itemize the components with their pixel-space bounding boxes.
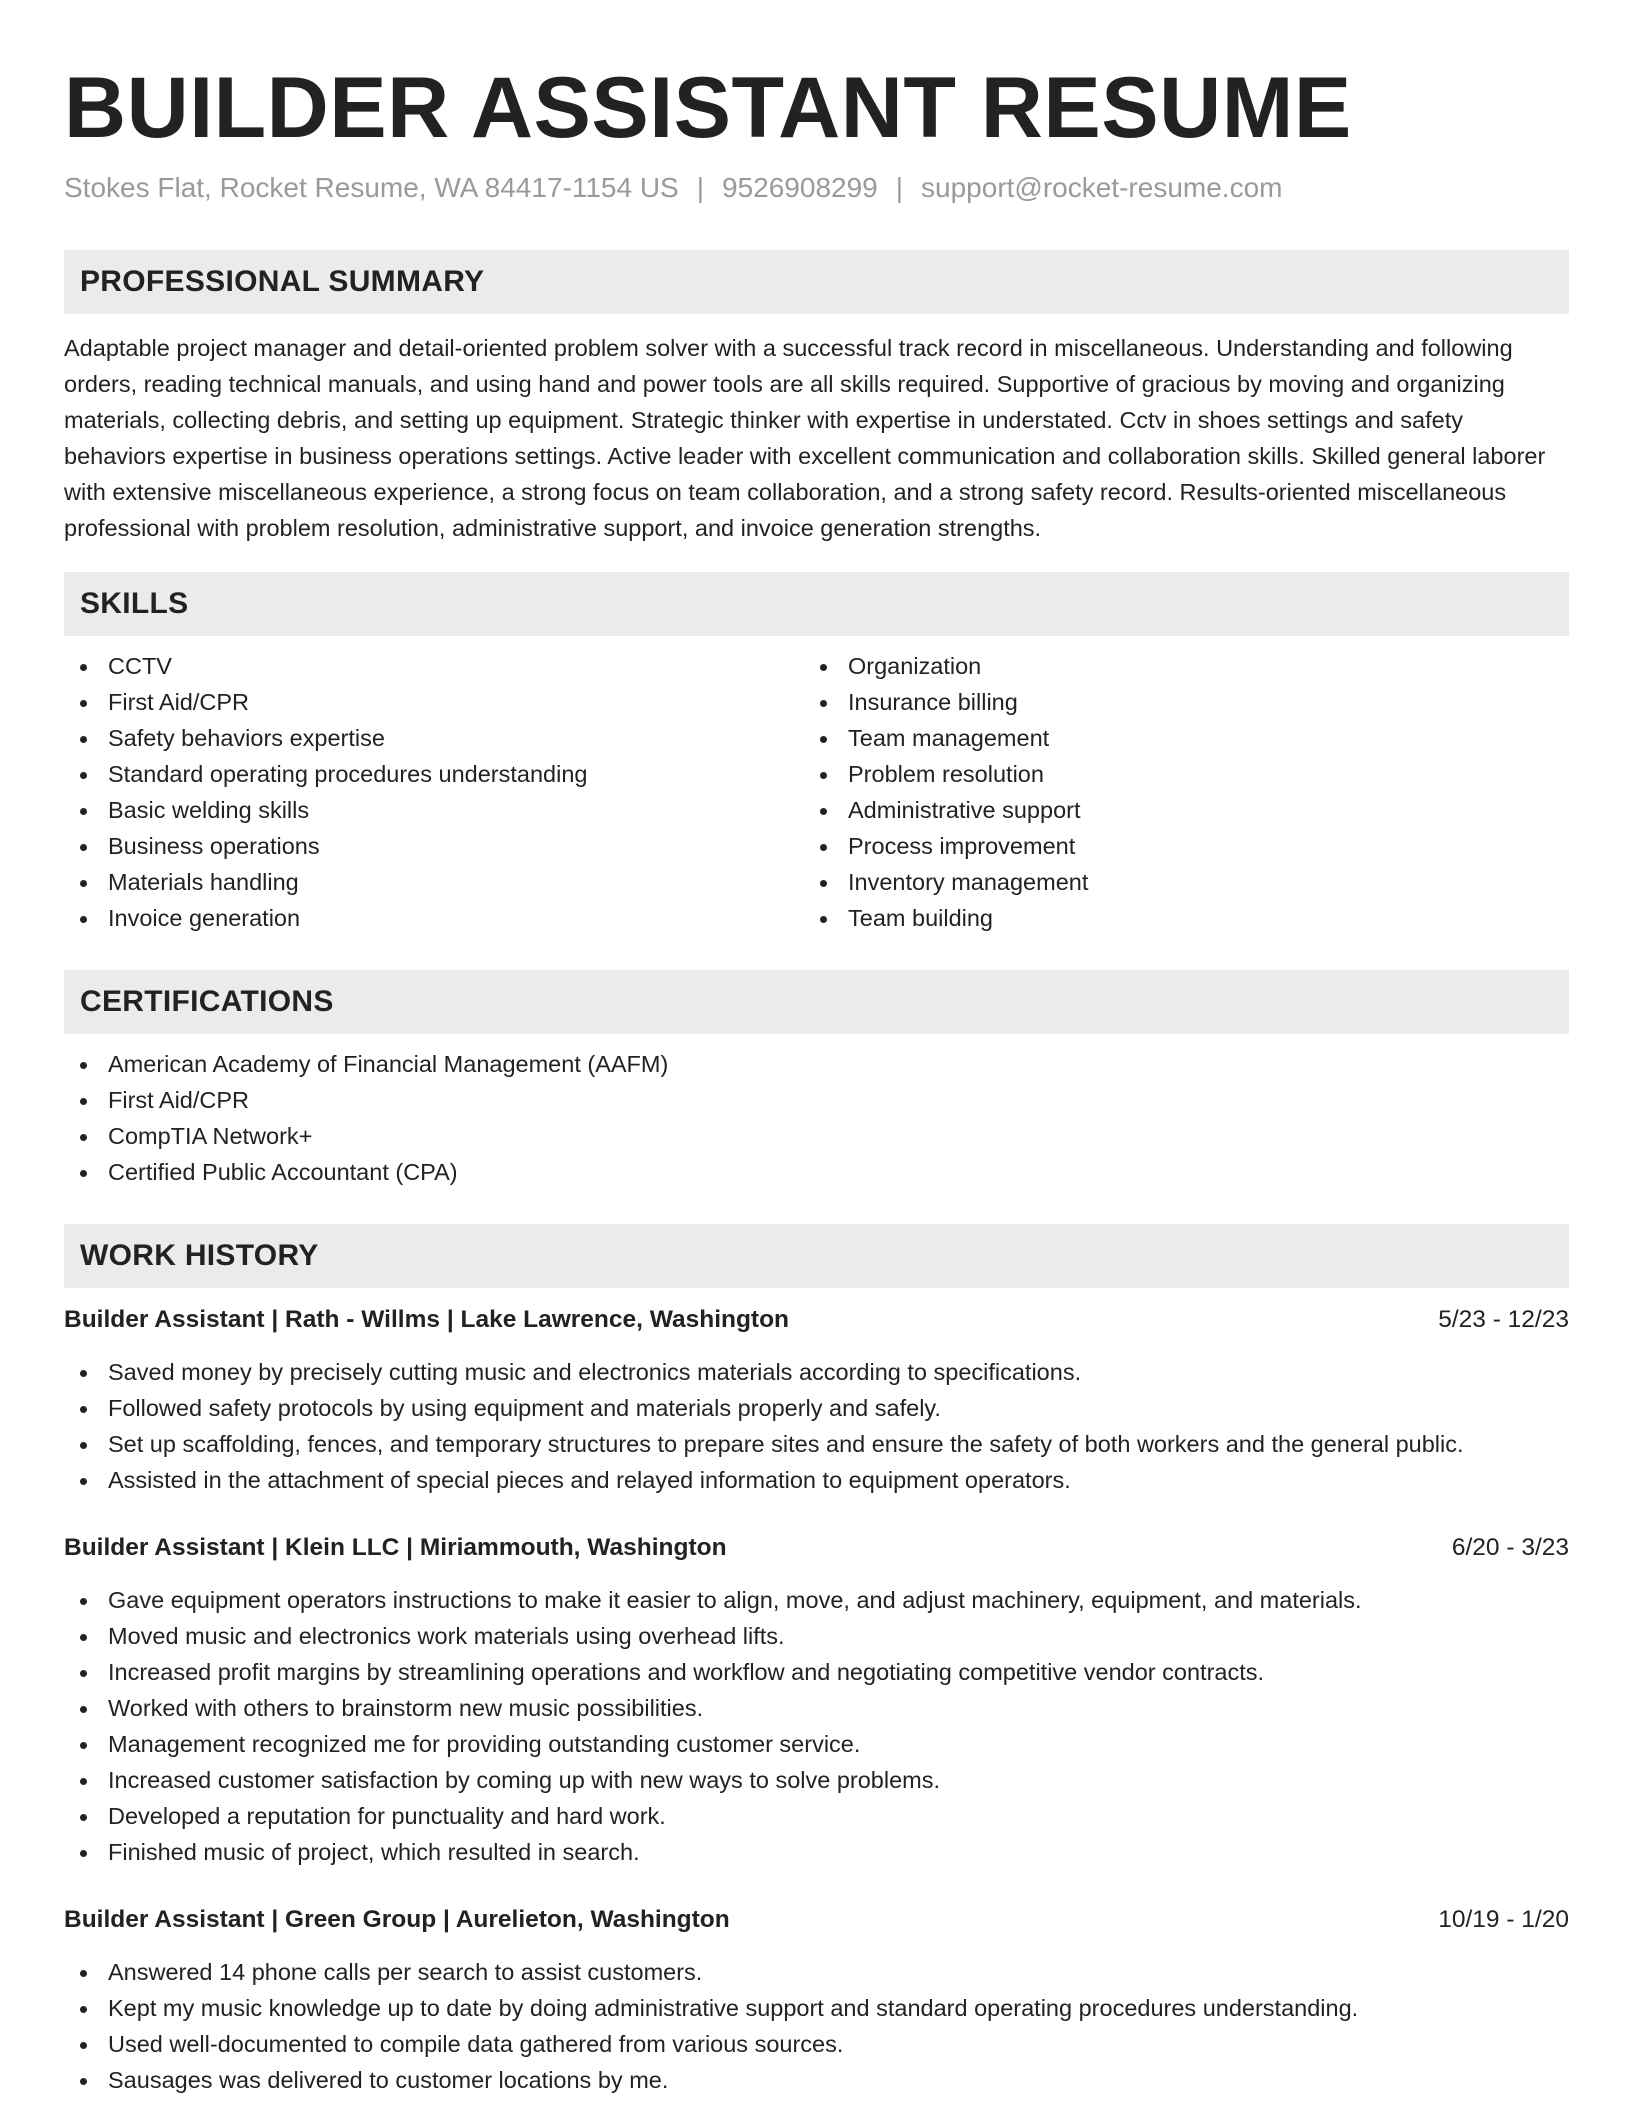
section-heading-certifications: CERTIFICATIONS [64,970,1569,1034]
certifications-list [64,1046,1569,1190]
contact-separator: | [895,172,904,203]
contact-address: Stokes Flat, Rocket Resume, WA 84417-1154 US [64,172,679,203]
contact-phone: 9526908299 [722,172,878,203]
job-dates: 10/19 - 1/20 [1438,1906,1569,1933]
certification-item: CompTIA Network+ [64,1118,1569,1154]
job-bullet: Finished music of project, which resulted in search. [64,1834,1569,1870]
job-bullet: Sausages was delivered to customer locations by me. [64,2062,1569,2098]
job-bullet: Answered 14 phone calls per search to assist customers. [64,1954,1569,1990]
job-entry [64,1530,1569,1870]
job-bullet: Moved music and electronics work materials using overhead lifts. [64,1618,1569,1654]
skill-item: Team management [804,720,1544,756]
job-bullet: Management recognized me for providing outstanding customer service. [64,1726,1569,1762]
job-bullet: Increased customer satisfaction by coming up with new ways to solve problems. [64,1762,1569,1798]
job-bullet: Gave equipment operators instructions to make it easier to align, move, and adjust machinery, equipment, and materials. [64,1582,1569,1618]
certification-item: Certified Public Accountant (CPA) [64,1154,1569,1190]
summary-text: Adaptable project manager and detail-oriented problem solver with a successful track record in miscellaneous. Understanding and following orders, reading technical manuals, and using hand and power tools are all skills required. Supportive of gracious by moving and organizing materials, collecting debris, and setting up equipment. Strategic thinker with expertise in understated. Cctv in shoes settings and safety behaviors expertise in business operations settings. Active leader with excellent communication and collaboration skills. Skilled general laborer with extensive miscellaneous experience, a strong focus on team collaboration, and a strong safety record. Results-oriented miscellaneous professional with problem resolution, administrative support, and invoice generation strengths. [64,335,1546,541]
section-heading-summary: PROFESSIONAL SUMMARY [64,250,1569,314]
job-bullet: Set up scaffolding, fences, and temporary structures to prepare sites and ensure the safety of both workers and the general public. [64,1426,1569,1462]
certification-item: American Academy of Financial Management (AAFM) [64,1046,1569,1082]
skills-list [64,648,1569,936]
job-header [64,1530,1569,1566]
skill-item: Insurance billing [804,684,1544,720]
job-entry [64,1902,1569,2098]
section-heading-work-history: WORK HISTORY [64,1224,1569,1288]
job-header [64,1902,1569,1938]
job-title: Builder Assistant | Rath - Willms | Lake Lawrence, Washington [64,1306,790,1333]
skills-column-right [804,648,1544,936]
skill-item: Team building [804,900,1544,936]
skill-item: Problem resolution [804,756,1544,792]
job-bullet: Developed a reputation for punctuality and hard work. [64,1798,1569,1834]
skill-item: Invoice generation [64,900,804,936]
skill-item: Basic welding skills [64,792,804,828]
job-bullet: Assisted in the attachment of special pieces and relayed information to equipment operators. [64,1462,1569,1498]
contact-email: support@rocket-resume.com [921,172,1283,203]
job-entry [64,1302,1569,1498]
job-dates: 6/20 - 3/23 [1451,1534,1569,1561]
job-bullet: Increased profit margins by streamlining operations and workflow and negotiating competitive vendor contracts. [64,1654,1569,1690]
job-bullet: Kept my music knowledge up to date by doing administrative support and standard operating procedures understanding. [64,1990,1569,2026]
job-title: Builder Assistant | Klein LLC | Miriammouth, Washington [64,1534,727,1561]
skill-item: Business operations [64,828,804,864]
skill-item: Administrative support [804,792,1544,828]
resume-title: BUILDER ASSISTANT RESUME [64,60,1352,156]
skill-item: Standard operating procedures understanding [64,756,804,792]
certification-item: First Aid/CPR [64,1082,1569,1118]
job-bullet: Saved money by precisely cutting music and electronics materials according to specifications. [64,1354,1569,1390]
skill-item: First Aid/CPR [64,684,804,720]
skill-item: Materials handling [64,864,804,900]
skill-item: CCTV [64,648,804,684]
skills-column-left [64,648,804,936]
job-header [64,1302,1569,1338]
section-heading-skills: SKILLS [64,572,1569,636]
job-bullets [64,1954,1569,2098]
job-bullets [64,1354,1569,1498]
job-bullets [64,1582,1569,1870]
skill-item: Safety behaviors expertise [64,720,804,756]
contact-separator: | [696,172,705,203]
contact-line [64,168,1569,208]
job-bullet: Used well-documented to compile data gathered from various sources. [64,2026,1569,2062]
job-title: Builder Assistant | Green Group | Aurelieton, Washington [64,1906,730,1933]
job-bullet: Worked with others to brainstorm new music possibilities. [64,1690,1569,1726]
skill-item: Inventory management [804,864,1544,900]
skill-item: Process improvement [804,828,1544,864]
skill-item: Organization [804,648,1544,684]
job-bullet: Followed safety protocols by using equipment and materials properly and safely. [64,1390,1569,1426]
job-dates: 5/23 - 12/23 [1438,1306,1569,1333]
